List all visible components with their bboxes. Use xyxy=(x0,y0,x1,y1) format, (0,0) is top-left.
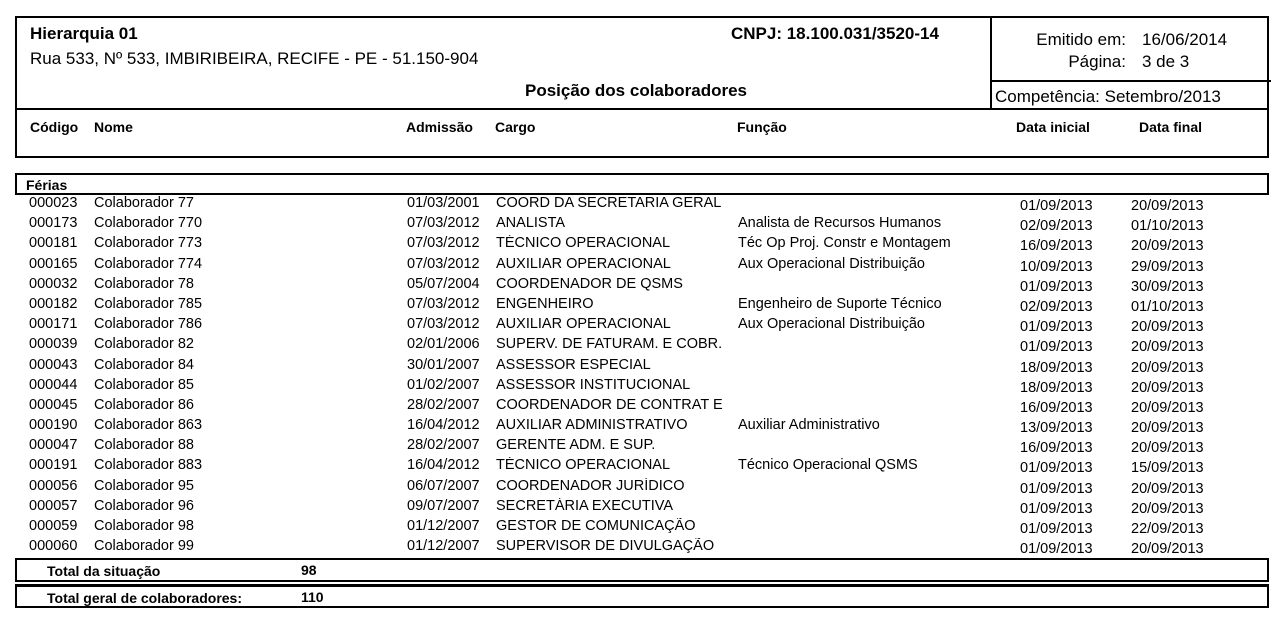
general-total xyxy=(15,584,1269,608)
cargo: SECRETÁRIA EXECUTIVA xyxy=(496,497,673,514)
employee-code: 000165 xyxy=(29,255,78,272)
admission-date: 07/03/2012 xyxy=(407,235,480,252)
col-end-date: Data final xyxy=(1139,119,1203,135)
table-row xyxy=(0,498,1277,518)
end-date: 20/09/2013 xyxy=(1131,359,1204,376)
employee-code: 000023 xyxy=(29,195,78,211)
report-meta-box xyxy=(990,18,1271,108)
admission-date: 07/03/2012 xyxy=(407,295,480,312)
table-row xyxy=(0,276,1277,296)
end-date: 01/10/2013 xyxy=(1131,298,1204,315)
col-admission: Admissão xyxy=(406,119,473,135)
end-date: 20/09/2013 xyxy=(1131,480,1204,497)
employee-code: 000039 xyxy=(29,336,78,353)
admission-date: 28/02/2007 xyxy=(407,396,480,413)
general-total-label: Total geral de colaboradores: xyxy=(47,590,243,606)
start-date: 01/09/2013 xyxy=(1020,339,1093,356)
cargo: COORDENADOR JURÍDICO xyxy=(496,477,685,494)
table-row xyxy=(0,377,1277,397)
admission-date: 01/12/2007 xyxy=(407,518,480,534)
start-date: 13/09/2013 xyxy=(1020,420,1093,437)
end-date: 15/09/2013 xyxy=(1131,460,1204,477)
start-date: 18/09/2013 xyxy=(1020,379,1093,396)
employee-code: 000045 xyxy=(29,396,78,413)
col-start-date: Data inicial xyxy=(1016,119,1090,135)
function: Analista de Recursos Humanos xyxy=(738,215,942,232)
employee-code: 000059 xyxy=(29,518,78,534)
end-date: 20/09/2013 xyxy=(1131,440,1204,457)
table-row xyxy=(0,478,1277,498)
admission-date: 07/03/2012 xyxy=(407,215,480,232)
meta-divider xyxy=(992,80,1271,82)
admission-date: 09/07/2007 xyxy=(407,497,480,514)
table-row xyxy=(0,195,1277,215)
employee-code: 000173 xyxy=(29,215,78,232)
cargo: AUXILIAR ADMINISTRATIVO xyxy=(496,417,688,434)
employee-code: 000191 xyxy=(29,457,78,474)
employee-name: Colaborador 774 xyxy=(94,255,203,272)
admission-date: 02/01/2006 xyxy=(407,336,480,353)
end-date: 20/09/2013 xyxy=(1131,339,1204,356)
cargo: SUPERVISOR DE DIVULGAÇÃO xyxy=(496,538,715,555)
employee-name: Colaborador 85 xyxy=(94,376,194,393)
employee-list xyxy=(0,195,1277,558)
employee-name: Colaborador 773 xyxy=(94,235,203,252)
end-date: 20/09/2013 xyxy=(1131,238,1204,255)
cargo: TÉCNICO OPERACIONAL xyxy=(496,235,671,252)
function: Téc Op Proj. Constr e Montagem xyxy=(738,235,951,252)
report-title: Posição dos colaboradores xyxy=(525,81,748,100)
employee-code: 000032 xyxy=(29,275,78,292)
col-function: Função xyxy=(737,119,787,135)
function: Aux Operacional Distribuição xyxy=(738,255,925,272)
employee-name: Colaborador 77 xyxy=(94,195,194,211)
cargo: COORDENADOR DE CONTRAT E xyxy=(496,396,723,413)
employee-code: 000043 xyxy=(29,356,78,373)
table-row xyxy=(0,457,1277,477)
table-row xyxy=(0,316,1277,336)
admission-date: 07/03/2012 xyxy=(407,316,480,333)
table-row xyxy=(0,215,1277,235)
employee-code: 000182 xyxy=(29,295,78,312)
function: Técnico Operacional QSMS xyxy=(738,457,918,474)
start-date: 16/09/2013 xyxy=(1020,238,1093,255)
end-date: 01/10/2013 xyxy=(1131,218,1204,235)
start-date: 01/09/2013 xyxy=(1020,521,1093,537)
table-row xyxy=(0,538,1277,558)
company-address: Rua 533, Nº 533, IMBIRIBEIRA, RECIFE - PE - 51.150-904 xyxy=(30,49,479,68)
function: Aux Operacional Distribuição xyxy=(738,316,925,333)
admission-date: 16/04/2012 xyxy=(407,457,480,474)
function: Engenheiro de Suporte Técnico xyxy=(738,295,942,312)
table-row xyxy=(0,357,1277,377)
end-date: 22/09/2013 xyxy=(1131,521,1204,537)
cargo: AUXILIAR OPERACIONAL xyxy=(496,255,671,272)
employee-code: 000171 xyxy=(29,316,78,333)
start-date: 18/09/2013 xyxy=(1020,359,1093,376)
page-label: Página: xyxy=(1068,52,1126,71)
admission-date: 28/02/2007 xyxy=(407,437,480,454)
start-date: 01/09/2013 xyxy=(1020,278,1093,295)
start-date: 01/09/2013 xyxy=(1020,319,1093,336)
start-date: 01/09/2013 xyxy=(1020,541,1093,558)
admission-date: 16/04/2012 xyxy=(407,417,480,434)
start-date: 01/09/2013 xyxy=(1020,480,1093,497)
emitted-label: Emitido em: xyxy=(1036,30,1126,49)
table-row xyxy=(0,336,1277,356)
employee-name: Colaborador 82 xyxy=(94,336,194,353)
employee-code: 000056 xyxy=(29,477,78,494)
situation-total xyxy=(15,558,1269,582)
employee-name: Colaborador 78 xyxy=(94,275,194,292)
general-total-value: 110 xyxy=(301,589,324,605)
competence: Competência: Setembro/2013 xyxy=(995,87,1221,106)
situation-total-value: 98 xyxy=(301,562,317,578)
col-cargo: Cargo xyxy=(495,119,536,135)
employee-name: Colaborador 770 xyxy=(94,215,203,232)
employee-name: Colaborador 99 xyxy=(94,538,194,555)
table-row xyxy=(0,235,1277,255)
admission-date: 01/02/2007 xyxy=(407,376,480,393)
start-date: 02/09/2013 xyxy=(1020,298,1093,315)
employee-code: 000181 xyxy=(29,235,78,252)
col-code: Código xyxy=(30,119,79,135)
start-date: 16/09/2013 xyxy=(1020,440,1093,457)
start-date: 16/09/2013 xyxy=(1020,399,1093,416)
employee-code: 000047 xyxy=(29,437,78,454)
employee-name: Colaborador 86 xyxy=(94,396,194,413)
employee-name: Colaborador 883 xyxy=(94,457,203,474)
start-date: 01/09/2013 xyxy=(1020,198,1093,214)
admission-date: 01/03/2001 xyxy=(407,195,480,211)
start-date: 10/09/2013 xyxy=(1020,258,1093,275)
report-header xyxy=(15,16,1269,110)
situation-total-label: Total da situação xyxy=(47,563,161,579)
table-row xyxy=(0,417,1277,437)
employee-name: Colaborador 786 xyxy=(94,316,203,333)
employee-name: Colaborador 88 xyxy=(94,437,194,454)
employee-code: 000190 xyxy=(29,417,78,434)
company-name: Hierarquia 01 xyxy=(30,24,138,43)
cargo: GESTOR DE COMUNICAÇÃO xyxy=(496,518,696,534)
employee-name: Colaborador 95 xyxy=(94,477,194,494)
employee-name: Colaborador 785 xyxy=(94,295,203,312)
cargo: TÉCNICO OPERACIONAL xyxy=(496,457,671,474)
employee-code: 000057 xyxy=(29,497,78,514)
end-date: 20/09/2013 xyxy=(1131,319,1204,336)
employee-name: Colaborador 84 xyxy=(94,356,194,373)
start-date: 02/09/2013 xyxy=(1020,218,1093,235)
end-date: 20/09/2013 xyxy=(1131,198,1204,214)
function: Auxiliar Administrativo xyxy=(738,417,880,434)
employee-code: 000060 xyxy=(29,538,78,555)
end-date: 20/09/2013 xyxy=(1131,500,1204,517)
admission-date: 30/01/2007 xyxy=(407,356,480,373)
end-date: 20/09/2013 xyxy=(1131,420,1204,437)
table-row xyxy=(0,518,1277,538)
page-number: 3 de 3 xyxy=(1142,52,1190,71)
table-row xyxy=(0,296,1277,316)
cargo: ANALISTA xyxy=(496,215,566,232)
company-cnpj: CNPJ: 18.100.031/3520-14 xyxy=(731,24,939,43)
employee-name: Colaborador 863 xyxy=(94,417,203,434)
emitted-date: 16/06/2014 xyxy=(1142,30,1228,49)
cargo: COORD DA SECRETARIA GERAL xyxy=(496,195,722,211)
admission-date: 07/03/2012 xyxy=(407,255,480,272)
employee-code: 000044 xyxy=(29,376,78,393)
end-date: 29/09/2013 xyxy=(1131,258,1204,275)
admission-date: 01/12/2007 xyxy=(407,538,480,555)
admission-date: 06/07/2007 xyxy=(407,477,480,494)
column-header-bar xyxy=(15,110,1269,158)
employee-name: Colaborador 98 xyxy=(94,518,194,534)
table-row xyxy=(0,256,1277,276)
cargo: AUXILIAR OPERACIONAL xyxy=(496,316,671,333)
end-date: 20/09/2013 xyxy=(1131,541,1204,558)
section-header xyxy=(15,173,1269,195)
cargo: GERENTE ADM. E SUP. xyxy=(496,437,656,454)
cargo: COORDENADOR DE QSMS xyxy=(496,275,683,292)
admission-date: 05/07/2004 xyxy=(407,275,480,292)
end-date: 20/09/2013 xyxy=(1131,379,1204,396)
table-row xyxy=(0,397,1277,417)
cargo: ASSESSOR INSTITUCIONAL xyxy=(496,376,691,393)
start-date: 01/09/2013 xyxy=(1020,500,1093,517)
cargo: SUPERV. DE FATURAM. E COBR. xyxy=(496,336,723,353)
col-name: Nome xyxy=(94,119,133,135)
end-date: 30/09/2013 xyxy=(1131,278,1204,295)
end-date: 20/09/2013 xyxy=(1131,399,1204,416)
cargo: ASSESSOR ESPECIAL xyxy=(496,356,651,373)
cargo: ENGENHEIRO xyxy=(496,295,594,312)
employee-name: Colaborador 96 xyxy=(94,497,194,514)
section-label: Férias xyxy=(26,177,68,193)
start-date: 01/09/2013 xyxy=(1020,460,1093,477)
table-row xyxy=(0,437,1277,457)
